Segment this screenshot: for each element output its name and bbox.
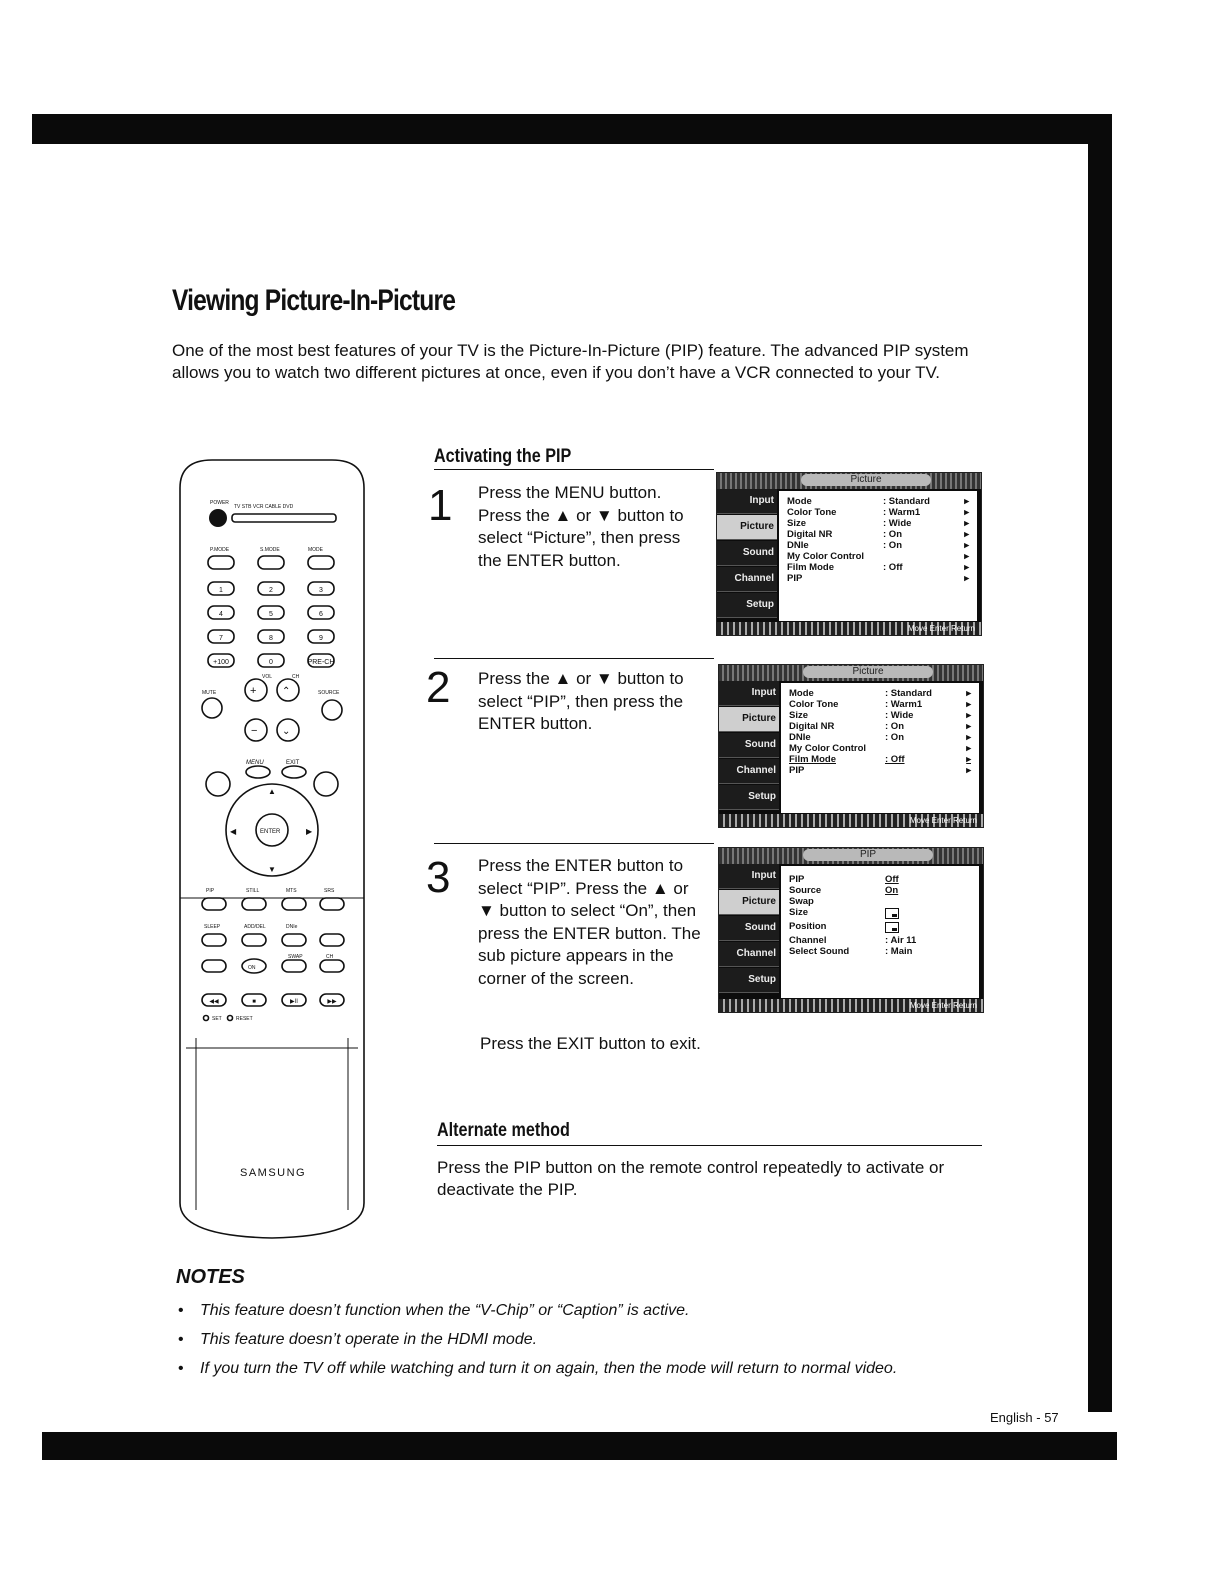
osd-row: PIP ▸ xyxy=(787,573,969,584)
svg-text:⌄: ⌄ xyxy=(282,726,291,737)
osd-2-side-input: Input xyxy=(719,681,779,706)
osd-row: Digital NR : On ▸ xyxy=(789,721,971,732)
alternate-text: Press the PIP button on the remote control repeatedly to activate or deactivate the PIP. xyxy=(437,1158,945,1199)
step-1-number: 1 xyxy=(428,481,453,530)
list-item: • If you turn the TV off while watching and turn it on again, then the mode will return to normal video. xyxy=(178,1360,898,1377)
osd-1-title: Picture xyxy=(801,474,931,486)
osd-row: DNIe : On ▸ xyxy=(787,540,969,551)
osd-row: Position xyxy=(789,921,971,935)
remote-number-label: 6 xyxy=(319,611,323,618)
remote-menu-label: MENU xyxy=(246,760,264,766)
remote-pip-label: PIP xyxy=(206,888,215,894)
alternate-rule xyxy=(437,1145,982,1146)
remote-pip-ch-label: CH xyxy=(326,954,334,960)
osd-1-side-setup: Setup xyxy=(717,593,777,618)
remote-transport-label: ▶▶ xyxy=(327,999,337,1005)
top-black-bar xyxy=(32,114,1112,144)
remote-number-label: 3 xyxy=(319,587,323,594)
osd-1-sidebar xyxy=(717,489,777,623)
remote-transport-label: ▶II xyxy=(290,999,298,1005)
osd-row: PIP Off xyxy=(789,874,899,885)
exit-instruction: Press the EXIT button to exit. xyxy=(480,1034,701,1053)
svg-text:▲: ▲ xyxy=(268,787,276,796)
remote-modes-label: TV STB VCR CABLE DVD xyxy=(234,504,294,510)
osd-screen-2 xyxy=(718,664,984,828)
remote-adddel-label: ADD/DEL xyxy=(244,924,266,930)
step-3-text: Press the ENTER button to select “PIP”. Press the ▲ or ▼ button to select “On”, then press the ENTER button. The sub picture appears in the corner of the screen. xyxy=(478,856,701,988)
osd-1-side-input: Input xyxy=(717,489,777,514)
remote-number-label: 9 xyxy=(319,635,323,642)
activating-heading: Activating the PIP xyxy=(434,446,572,467)
osd-screen-3 xyxy=(718,847,984,1013)
remote-dnie-label: DNIe xyxy=(286,924,298,930)
remote-number-label: PRE-CH xyxy=(307,659,335,666)
remote-set-label: SET xyxy=(212,1016,222,1022)
intro-paragraph: One of the most best features of your TV is the Picture-In-Picture (PIP) feature. The advanced PIP system allows you to watch two different pictures at once, even if you don’t have a VCR connected to your TV. xyxy=(172,341,969,382)
remote-power-label: POWER xyxy=(210,500,229,506)
notes-list xyxy=(176,1300,976,1387)
osd-row: Source On xyxy=(789,885,899,896)
alternate-heading: Alternate method xyxy=(437,1120,570,1141)
remote-reset-label: RESET xyxy=(236,1016,253,1022)
osd-row: PIP ▸ xyxy=(789,765,971,776)
osd-1-side-picture: Picture xyxy=(717,515,777,540)
osd-screen-1 xyxy=(716,472,982,636)
osd-row: Swap xyxy=(789,896,814,907)
remote-number-label: 2 xyxy=(269,587,273,594)
remote-source-label: SOURCE xyxy=(318,690,340,696)
position-box-icon xyxy=(885,922,899,933)
remote-number-label: 4 xyxy=(219,611,223,618)
osd-row: Digital NR : On ▸ xyxy=(787,529,969,540)
remote-on-label: ON xyxy=(248,965,256,971)
osd-2-sidebar xyxy=(719,681,779,815)
osd-1-side-channel: Channel xyxy=(717,567,777,592)
osd-row: My Color Control ▸ xyxy=(789,743,971,754)
osd-row: Film Mode : Off ▸ xyxy=(789,754,971,765)
remote-mts-label: MTS xyxy=(286,888,297,894)
remote-ch-label: CH xyxy=(292,674,300,680)
svg-text:▶: ▶ xyxy=(306,827,313,836)
page-number: English - 57 xyxy=(990,1410,1059,1425)
osd-row: My Color Control ▸ xyxy=(787,551,969,562)
remote-enter-label: ENTER xyxy=(260,829,281,835)
remote-smode-label: S.MODE xyxy=(260,547,280,553)
osd-2-side-sound: Sound xyxy=(719,733,779,758)
remote-number-label: 5 xyxy=(269,611,273,618)
remote-number-label: 0 xyxy=(269,659,273,666)
remote-number-label: +100 xyxy=(213,659,229,666)
osd-2-title: Picture xyxy=(803,666,933,678)
size-box-icon xyxy=(885,908,899,919)
osd-3-menu xyxy=(781,866,979,998)
osd-3-side-channel: Channel xyxy=(719,942,779,967)
osd-3-side-setup: Setup xyxy=(719,968,779,993)
remote-still-label: STILL xyxy=(246,888,260,894)
osd-2-footer: Move Enter Return xyxy=(719,814,983,827)
right-black-bar xyxy=(1088,114,1112,1412)
remote-vol-label: VOL xyxy=(262,674,273,680)
remote-srs-label: SRS xyxy=(324,888,335,894)
remote-pmode-label: P.MODE xyxy=(210,547,230,553)
remote-transport-label: ■ xyxy=(252,999,256,1005)
bottom-black-bar xyxy=(42,1432,1117,1460)
osd-2-side-picture: Picture xyxy=(719,707,779,732)
svg-text:−: − xyxy=(251,725,258,737)
step-2-rule xyxy=(434,658,714,659)
step-3-rule xyxy=(434,843,714,844)
osd-1-menu xyxy=(779,491,977,621)
remote-number-label: 1 xyxy=(219,587,223,594)
svg-text:+: + xyxy=(250,685,257,697)
osd-row: Color Tone : Warm1 ▸ xyxy=(787,507,969,518)
osd-2-side-channel: Channel xyxy=(719,759,779,784)
osd-row: Mode : Standard ▸ xyxy=(789,688,971,699)
osd-row: Size xyxy=(789,907,971,921)
osd-row: DNIe : On ▸ xyxy=(789,732,971,743)
step-2-number: 2 xyxy=(426,663,451,712)
svg-text:◀: ◀ xyxy=(230,827,237,836)
osd-3-side-sound: Sound xyxy=(719,916,779,941)
power-button xyxy=(209,509,227,527)
remote-number-label: 8 xyxy=(269,635,273,642)
remote-mode-label: MODE xyxy=(308,547,323,553)
osd-row: Film Mode : Off ▸ xyxy=(787,562,969,573)
osd-3-title: PIP xyxy=(803,849,933,861)
osd-3-side-picture: Picture xyxy=(719,890,779,915)
remote-sleep-label: SLEEP xyxy=(204,924,221,930)
list-item: • This feature doesn’t operate in the HDMI mode. xyxy=(178,1331,538,1348)
osd-1-footer: Move Enter Return xyxy=(717,622,981,635)
osd-row: Channel : Air 11 xyxy=(789,935,917,946)
osd-3-sidebar xyxy=(719,864,779,1000)
step-2-text: Press the ▲ or ▼ button to select “PIP”, then press the ENTER button. xyxy=(478,669,684,733)
osd-row: Size : Wide ▸ xyxy=(789,710,971,721)
osd-row: Mode : Standard ▸ xyxy=(787,496,969,507)
step-3-number: 3 xyxy=(426,853,451,902)
osd-2-menu xyxy=(781,683,979,813)
remote-transport-label: ◀◀ xyxy=(209,999,219,1005)
activating-rule xyxy=(434,469,714,470)
notes-heading: NOTES xyxy=(176,1266,245,1288)
osd-row: Size : Wide ▸ xyxy=(787,518,969,529)
osd-row: Color Tone : Warm1 ▸ xyxy=(789,699,971,710)
step-1-text: Press the MENU button. Press the ▲ or ▼ button to select “Picture”, then press the ENTER button. xyxy=(478,483,684,570)
svg-text:⌃: ⌃ xyxy=(282,686,291,697)
svg-text:▼: ▼ xyxy=(268,865,276,874)
remote-brand: SAMSUNG xyxy=(240,1167,307,1179)
remote-number-label: 7 xyxy=(219,635,223,642)
osd-3-side-input: Input xyxy=(719,864,779,889)
osd-row: Select Sound : Main xyxy=(789,946,913,957)
page-title: Viewing Picture-In-Picture xyxy=(172,284,456,317)
remote-mute-label: MUTE xyxy=(202,690,217,696)
osd-3-footer: Move Enter Return xyxy=(719,999,983,1012)
list-item: • This feature doesn’t function when the “V-Chip” or “Caption” is active. xyxy=(178,1302,690,1319)
remote-swap-label: SWAP xyxy=(288,954,303,960)
osd-1-side-sound: Sound xyxy=(717,541,777,566)
osd-2-side-setup: Setup xyxy=(719,785,779,810)
remote-control-illustration xyxy=(172,458,372,1248)
remote-exit-label: EXIT xyxy=(286,760,300,766)
